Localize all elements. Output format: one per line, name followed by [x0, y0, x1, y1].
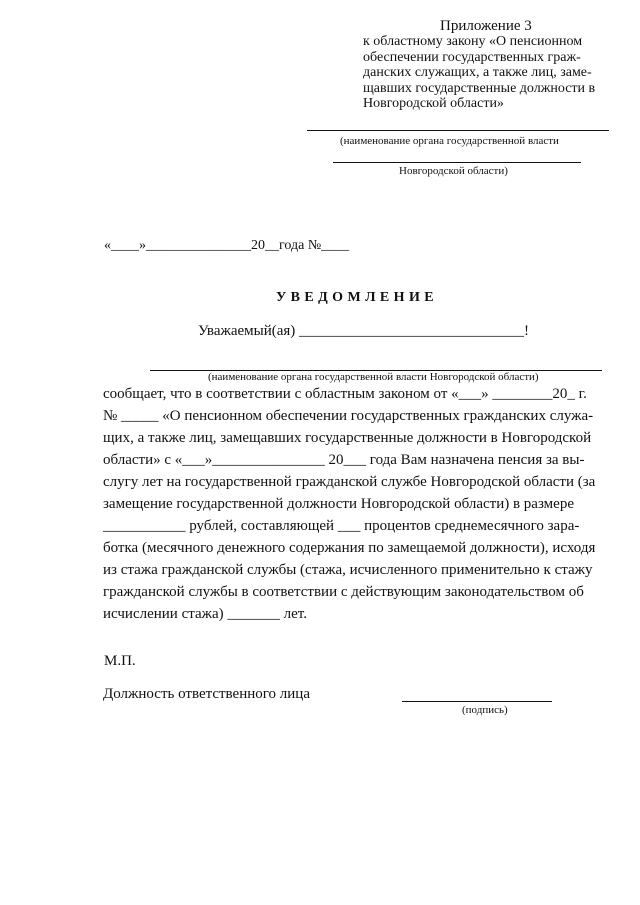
notice-body	[103, 383, 613, 625]
appendix-line: щавших государственные должности в	[363, 80, 596, 96]
appendix-text	[363, 34, 613, 112]
signature-caption: (подпись)	[462, 704, 508, 716]
addressee-line-1	[307, 130, 609, 131]
body-line: гражданской службы в соответствии с действующим законодательством об	[103, 584, 584, 600]
sender-caption: (наименование органа государственной власти Новгородской области)	[208, 371, 539, 383]
body-line: ___________ рублей, составляющей ___ процентов среднемесячного зара-	[103, 518, 580, 534]
body-line: щих, а также лиц, замещавших государственные должности в Новгородской	[103, 430, 592, 446]
appendix-line: обеспечении государственных граж-	[363, 49, 581, 65]
body-line: исчислении стажа) _______ лет.	[103, 606, 307, 622]
addressee-caption-2: Новгородской области)	[399, 165, 508, 177]
body-line: замещение государственной должности Новгородской области) в размере	[103, 496, 574, 512]
appendix-title: Приложение 3	[440, 18, 532, 34]
date-number-line: «____»_______________20__года №____	[104, 238, 350, 253]
appendix-line: к областному закону «О пенсионном	[363, 34, 583, 49]
appendix-line: данских служащих, а также лиц, заме-	[363, 65, 592, 80]
greeting-line: Уважаемый(ая) ______________________________!	[198, 323, 530, 339]
body-line: из стажа гражданской службы (стажа, исчисленного применительно к стажу	[103, 562, 593, 578]
addressee-caption-1: (наименование органа государственной власти	[340, 135, 559, 147]
addressee-line-2	[333, 162, 581, 163]
body-line: области» с «___»_______________ 20___ года Вам назначена пенсия за вы-	[103, 452, 585, 468]
signature-line	[402, 701, 552, 702]
body-line: № _____ «О пенсионном обеспечении государственных гражданских служа-	[103, 408, 594, 424]
official-position-label: Должность ответственного лица	[103, 686, 310, 702]
body-line: ботка (месячного денежного содержания по замещаемой должности), исходя	[103, 540, 596, 556]
body-line: сообщает, что в соответствии с областным законом от «___» ________20_ г.	[103, 386, 587, 402]
document-title: УВЕДОМЛЕНИЕ	[276, 290, 438, 305]
stamp-label: М.П.	[104, 653, 136, 669]
appendix-line: Новгородской области»	[363, 96, 504, 111]
body-line: слугу лет на государственной гражданской службе Новгородской области (за	[103, 474, 596, 490]
